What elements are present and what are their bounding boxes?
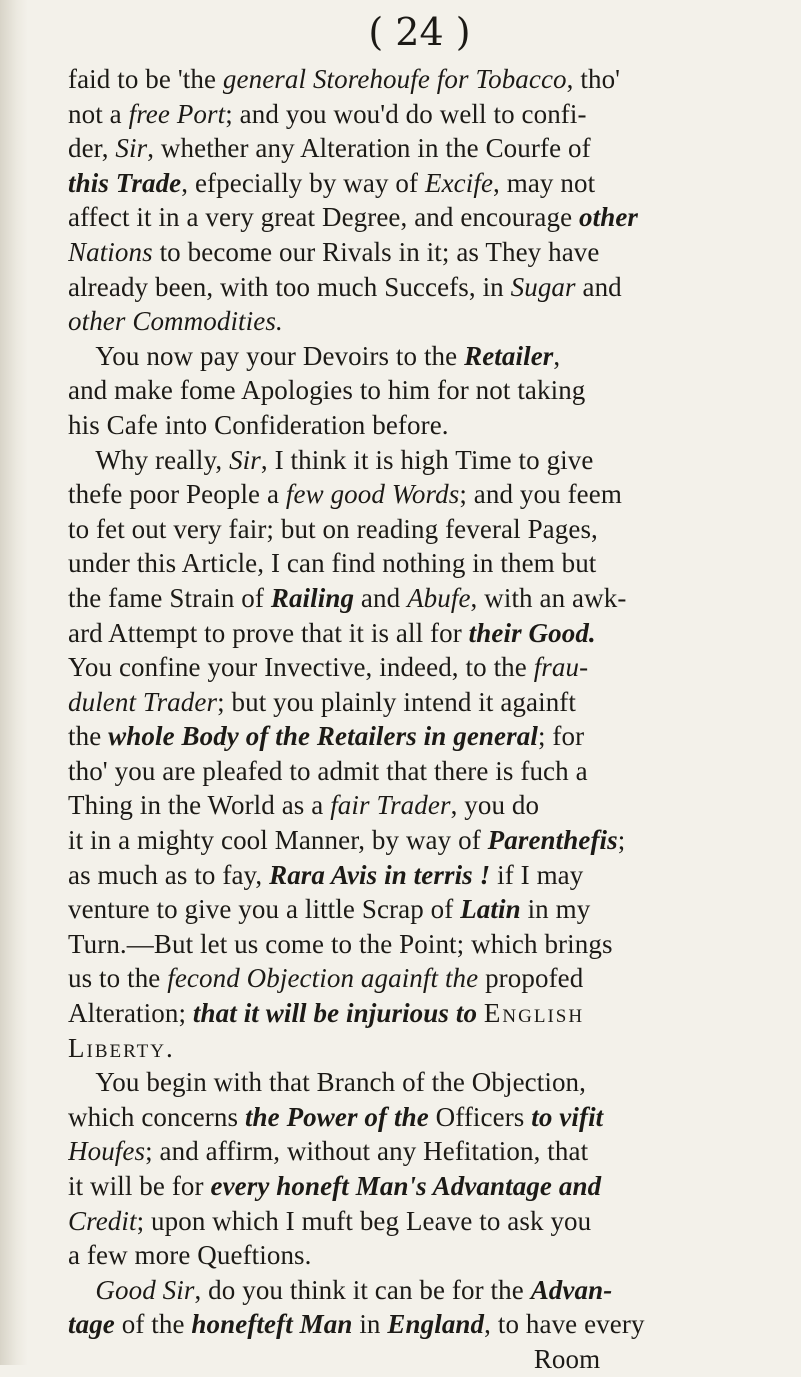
- text-line: [68, 1065, 771, 1100]
- text-segment: the: [68, 721, 109, 752]
- text-line: [68, 304, 771, 339]
- text-segment: in: [352, 1309, 388, 1340]
- text-line: [68, 373, 771, 408]
- text-segment: Retailer: [464, 340, 554, 371]
- text-line: [68, 512, 771, 547]
- text-segment: 'the: [177, 64, 223, 94]
- text-segment: every honeft Man's Advantage and: [210, 1171, 602, 1201]
- text-segment: his Cafe into Confideration before.: [68, 409, 449, 440]
- text-segment: Sir: [229, 444, 261, 475]
- text-segment: Good Sir: [95, 1274, 195, 1305]
- text-line: [68, 754, 771, 789]
- text-segment: thefe poor People a: [68, 479, 286, 510]
- text-segment: Sugar: [510, 271, 576, 302]
- text-line: [68, 546, 771, 581]
- text-segment: Alteration;: [68, 998, 193, 1029]
- text-segment: Excife: [424, 167, 494, 198]
- text-segment: Why really,: [68, 444, 230, 475]
- text-segment: us to the: [68, 963, 168, 994]
- text-segment: if I may: [490, 859, 584, 890]
- text-segment: You now pay your Devoirs to the: [68, 340, 465, 371]
- text-line: [68, 788, 771, 823]
- body-text: [68, 62, 771, 1377]
- text-line: [68, 685, 771, 720]
- text-segment: Turn.—But let us come to the Point; which brings: [68, 928, 613, 959]
- text-segment: fair Trader: [330, 790, 451, 821]
- text-segment: England: [387, 1309, 485, 1340]
- text-segment: ;: [617, 825, 626, 856]
- text-segment: honefteft Man: [191, 1309, 353, 1340]
- text-segment: ; upon which I muft beg Leave to ask you: [136, 1205, 592, 1236]
- text-segment: it will be for: [68, 1171, 211, 1201]
- text-segment: ; and you wou'd do well to confi-: [225, 98, 587, 129]
- text-segment: , do you think it can be for the: [194, 1274, 531, 1305]
- text-line: [68, 1307, 771, 1342]
- text-line: [68, 1273, 771, 1308]
- text-line: [68, 477, 771, 512]
- text-line: [68, 1031, 771, 1066]
- text-segment: to become our Rivals in it; as They have: [152, 236, 600, 267]
- text-segment: already been, with too much Succefs, in: [68, 271, 511, 302]
- text-segment: tage: [68, 1309, 115, 1340]
- text-segment: it in a mighty cool Manner, by way of: [68, 825, 488, 856]
- text-line: [68, 97, 771, 132]
- text-line: [68, 961, 771, 996]
- text-segment: Nations: [68, 236, 153, 267]
- text-segment: Thing in the World as a: [68, 790, 331, 821]
- text-segment: Officers: [428, 1101, 532, 1132]
- text-segment: Room: [68, 1343, 601, 1374]
- text-segment: few good Words: [285, 479, 460, 510]
- text-segment: ard Attempt to prove that it is all for: [68, 617, 469, 648]
- text-segment: to fet out very fair; but on reading feveral Pages,: [68, 513, 598, 544]
- text-segment: Advan-: [530, 1274, 613, 1305]
- text-line: [68, 1134, 771, 1169]
- text-segment: , tho': [566, 64, 621, 94]
- text-segment: , whether any Alteration in the Courfe of: [147, 133, 591, 164]
- text-segment: as much as to fay,: [68, 859, 270, 890]
- text-segment: English: [483, 998, 585, 1029]
- text-segment: under this Article, I can find nothing in them but: [68, 548, 597, 579]
- text-segment: [477, 998, 484, 1028]
- text-segment: propofed: [478, 963, 584, 994]
- text-segment: faid to be: [68, 64, 178, 94]
- text-line: [68, 927, 771, 962]
- text-line: [68, 62, 771, 97]
- text-line: [68, 892, 771, 927]
- text-segment: Railing: [270, 582, 355, 613]
- text-segment: , efpecially by way of: [181, 167, 425, 198]
- text-segment: and: [354, 582, 408, 613]
- text-segment: the fame Strain of: [68, 582, 271, 613]
- text-segment: free Port: [128, 98, 226, 129]
- text-segment: You begin with that Branch of the Objection,: [68, 1067, 586, 1098]
- text-line: [68, 581, 771, 616]
- text-segment: der,: [68, 133, 116, 164]
- text-segment: in my: [520, 894, 591, 925]
- text-line: [68, 1100, 771, 1135]
- text-segment: ; but you plainly intend it againft: [217, 686, 577, 717]
- text-segment: ,: [553, 340, 561, 371]
- text-segment: , I think it is high Time to give: [260, 444, 594, 475]
- text-line: [68, 235, 771, 270]
- text-line: [68, 1169, 771, 1204]
- text-segment: their Good.: [468, 617, 596, 648]
- text-segment: [68, 1275, 95, 1305]
- text-line: [68, 339, 771, 374]
- text-line: [68, 996, 771, 1031]
- text-segment: general Storehoufe: [222, 64, 430, 94]
- text-segment: that it will be injurious to: [192, 998, 478, 1029]
- text-segment: the Power of the: [244, 1101, 429, 1132]
- text-line: [68, 1238, 771, 1273]
- text-segment: affect it in a very great Degree, and encourage: [68, 202, 580, 233]
- text-segment: and: [575, 271, 622, 302]
- text-segment: other Commodities.: [68, 306, 283, 337]
- text-segment: Sir: [115, 133, 148, 164]
- text-segment: Parenthefis: [487, 825, 618, 856]
- text-line: [68, 443, 771, 478]
- text-segment: fecond Objection againft the: [167, 963, 479, 994]
- text-line: [68, 650, 771, 685]
- text-segment: Houfes: [68, 1136, 146, 1167]
- text-line: [68, 823, 771, 858]
- page-number: ( 24 ): [368, 10, 471, 54]
- text-segment: Latin: [460, 894, 521, 925]
- text-line: [68, 1204, 771, 1239]
- text-line: [68, 131, 771, 166]
- text-segment: other: [579, 202, 639, 233]
- text-segment: Credit: [68, 1205, 137, 1236]
- text-segment: this Trade: [68, 167, 182, 198]
- text-segment: Abufe: [407, 582, 471, 613]
- text-segment: ; and you feem: [459, 479, 622, 510]
- text-segment: tho' you are pleafed to admit that there is fuch a: [68, 755, 588, 786]
- text-segment: Liberty.: [68, 1032, 175, 1063]
- text-segment: You confine your Invective, indeed, to the: [68, 652, 534, 683]
- text-segment: , with an awk-: [470, 582, 627, 613]
- text-segment: dulent Trader: [68, 686, 218, 717]
- text-segment: not a: [68, 98, 129, 129]
- text-segment: a few more Queftions.: [68, 1240, 312, 1271]
- text-segment: and make fome Apologies to him for not taking: [68, 375, 586, 406]
- text-segment: frau-: [533, 652, 589, 683]
- text-line: [68, 166, 771, 201]
- text-segment: which concerns: [68, 1101, 245, 1132]
- text-segment: , may not: [493, 167, 596, 198]
- text-segment: ; for: [537, 721, 585, 752]
- text-line: [68, 719, 771, 754]
- text-segment: [430, 64, 437, 94]
- text-segment: , to have every: [484, 1309, 645, 1340]
- text-line: [68, 858, 771, 893]
- text-segment: whole Body of the Retailers in general: [108, 721, 538, 752]
- text-segment: to vifit: [531, 1101, 604, 1132]
- text-line: [68, 270, 771, 305]
- text-segment: ; and affirm, without any Hefitation, that: [145, 1136, 589, 1167]
- text-segment: , you do: [450, 790, 540, 821]
- text-line: [68, 200, 771, 235]
- text-segment: for Tobacco: [436, 64, 567, 94]
- text-line: [68, 408, 771, 443]
- text-segment: Rara Avis in terris !: [269, 859, 491, 890]
- text-segment: venture to give you a little Scrap of: [68, 894, 461, 925]
- text-segment: of the: [114, 1309, 192, 1340]
- text-line: [68, 1342, 771, 1377]
- text-line: [68, 616, 771, 651]
